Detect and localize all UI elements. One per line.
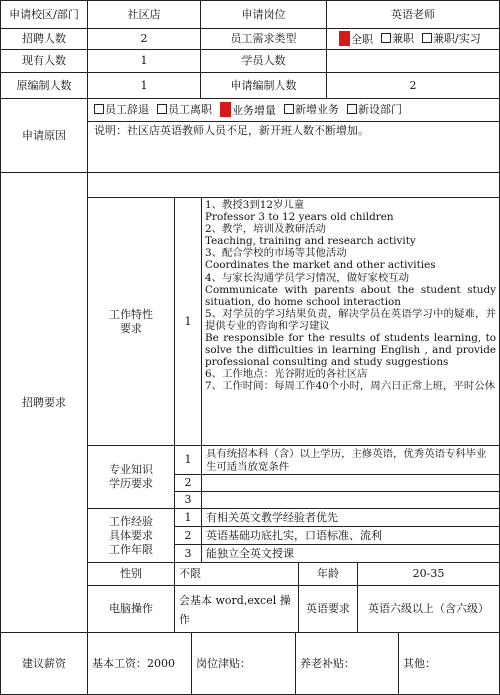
- computer-skills-value[interactable]: 会基本 word,excel 操作: [174, 585, 299, 633]
- experience-index-3: 3: [174, 544, 202, 563]
- hiring-count-label: 招聘人数: [0, 28, 88, 50]
- duty-line: 6、工作地点：光谷附近的各社区店: [205, 368, 368, 381]
- duty-line: Be responsible for the results of students learning, to solve the difficulties in learning English , and provide professional consulting and study suggestions: [205, 332, 496, 369]
- experience-item-1[interactable]: 有相关英文教学经验者优先: [201, 508, 500, 527]
- experience-item-2[interactable]: 英语基础功底扎实，口语标准、流利: [201, 526, 500, 545]
- duty-line: 2、教学，培训及教研活动: [205, 223, 326, 236]
- education-index-2: 2: [174, 474, 202, 492]
- original-staffing-value[interactable]: 1: [87, 72, 201, 99]
- other-compensation[interactable]: 其他：: [398, 632, 500, 695]
- duty-list[interactable]: [201, 197, 500, 446]
- education-item-1[interactable]: 具有统招本科（含）以上学历，主修英语，优秀英语专科毕业生可适当放宽条件: [201, 445, 500, 475]
- dept-value[interactable]: 社区店: [87, 0, 201, 29]
- dept-label: 申请校区/部门: [0, 0, 88, 29]
- position-label: 申请岗位: [200, 0, 327, 29]
- duty-line: 1、教授3到12岁儿童: [205, 199, 305, 211]
- experience-requirements-label: 工作经验具体要求工作年限: [87, 508, 175, 563]
- pension-subsidy[interactable]: 养老补贴：: [295, 632, 399, 695]
- education-index-1: 1: [174, 445, 202, 475]
- age-label: 年龄: [298, 562, 358, 586]
- experience-index-2: 2: [174, 526, 202, 545]
- reason-option-resignation[interactable]: 员工离职: [157, 103, 212, 117]
- age-value[interactable]: 20-35: [357, 562, 500, 586]
- checkbox-icon: [422, 33, 432, 43]
- checkbox-icon: [284, 104, 294, 114]
- hiring-count-value[interactable]: 2: [87, 28, 201, 50]
- checked-box-icon: [220, 102, 231, 117]
- experience-index-1: 1: [174, 508, 202, 527]
- english-requirement-value[interactable]: 英语六级以上（含六级）: [357, 585, 500, 633]
- reason-options: [87, 98, 500, 122]
- position-value[interactable]: 英语老师: [326, 0, 500, 29]
- reason-note[interactable]: 说明：社区店英语教师人员不足，新开班人数不断增加。: [87, 121, 500, 173]
- requirements-label: 招聘要求: [0, 172, 88, 633]
- salary-label: 建议薪资: [0, 632, 88, 695]
- position-allowance[interactable]: 岗位津贴：: [191, 632, 296, 695]
- employee-type-label: 员工需求类型: [200, 28, 327, 50]
- duty-line: 5、对学员的学习结果负责，解决学员在英语学习中的疑难，并提供专业的咨询和学习建议: [205, 307, 496, 332]
- requirements-blank-row: [87, 172, 500, 198]
- student-count-label: 学员人数: [200, 49, 327, 73]
- base-salary[interactable]: 基本工资：2000: [87, 632, 192, 695]
- type-option-fulltime[interactable]: 全职: [339, 31, 373, 47]
- reason-option-business-growth[interactable]: 业务增量: [220, 102, 276, 118]
- checkbox-icon: [94, 104, 104, 114]
- gender-value[interactable]: 不限: [174, 562, 299, 586]
- education-index-3: 3: [174, 491, 202, 509]
- current-staff-value[interactable]: 1: [87, 49, 201, 73]
- checkbox-icon: [381, 33, 391, 43]
- checkbox-icon: [157, 104, 167, 114]
- reason-option-new-department[interactable]: 新设部门: [347, 103, 402, 117]
- student-count-value[interactable]: [326, 49, 500, 73]
- current-staff-label: 现有人数: [0, 49, 88, 73]
- checked-box-icon: [339, 31, 350, 46]
- computer-skills-label: 电脑操作: [87, 585, 175, 633]
- employee-type-options: [326, 28, 500, 50]
- duty-index: 1: [174, 197, 202, 446]
- checkbox-icon: [347, 104, 357, 114]
- original-staffing-label: 原编制人数: [0, 72, 88, 99]
- reason-option-dismissal[interactable]: 员工辞退: [94, 103, 149, 117]
- duty-line: 7、工作时间：每周工作40个小时，周六日正常上班，平时公休: [205, 380, 495, 393]
- english-requirement-label: 英语要求: [298, 585, 358, 633]
- duty-line: 4、与家长沟通学员学习情况，做好家校互动: [205, 271, 410, 284]
- duty-line: Professor 3 to 12 years old children: [205, 211, 394, 224]
- reason-option-new-business[interactable]: 新增业务: [284, 103, 339, 117]
- duty-requirements-label: 工作特性要求: [87, 197, 175, 446]
- duty-line: Coordinates the market and other activities: [205, 259, 436, 272]
- type-option-parttime[interactable]: 兼职: [381, 32, 414, 46]
- education-requirements-label: 专业知识学历要求: [87, 445, 175, 509]
- experience-item-3[interactable]: 能独立全英文授课: [201, 544, 500, 563]
- education-item-2[interactable]: [201, 474, 500, 492]
- gender-label: 性别: [87, 562, 175, 586]
- requested-staffing-value[interactable]: 2: [326, 72, 500, 99]
- duty-line: Communicate with parents about the student study situation, do home school interaction: [205, 283, 496, 308]
- type-option-intern[interactable]: 兼职/实习: [422, 32, 481, 46]
- reason-label: 申请原因: [0, 98, 88, 173]
- requested-staffing-label: 申请编制人数: [200, 72, 327, 99]
- education-item-3[interactable]: [201, 491, 500, 509]
- duty-line: 3、配合学校的市场等其他活动: [205, 247, 347, 260]
- duty-line: Teaching, training and research activity: [205, 235, 416, 248]
